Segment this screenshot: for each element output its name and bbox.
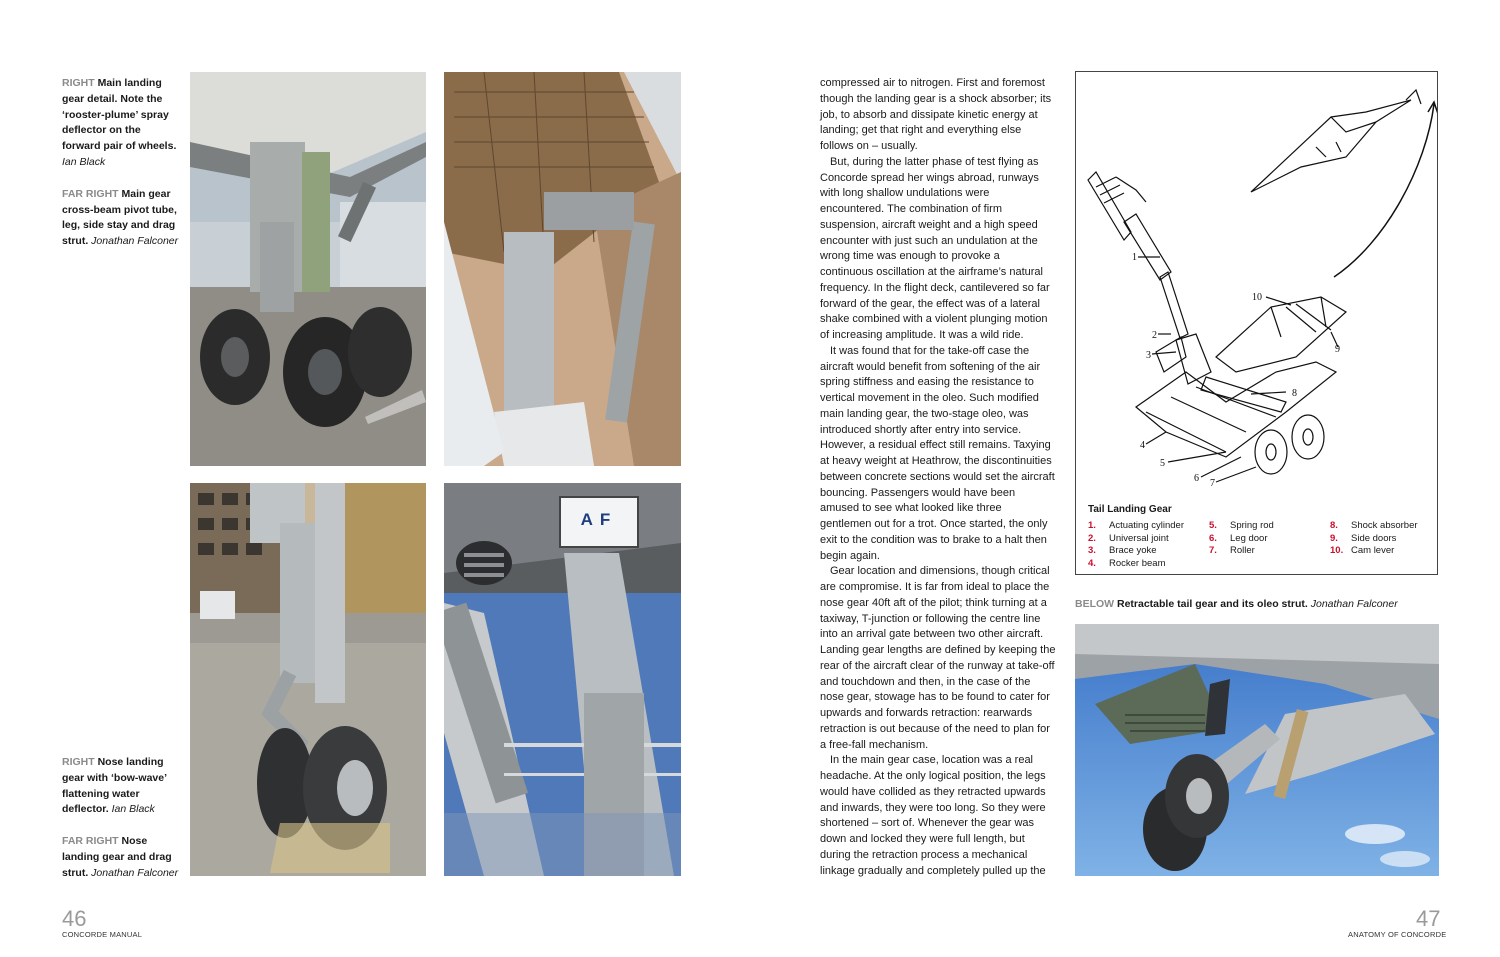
photo-credit: Jonathan Falconer: [91, 235, 179, 248]
paragraph: In the main gear case, location was a real headache. At the only logical position, the legs would have collided as they retracted upwards and inwards, they were too long. So they were shortened – sort of. Whenever the gear was down and locked they were full length, but during the retraction process a mechanical linkage gradually and completely pulled up the: [820, 754, 1046, 877]
paragraph: But, during the latter phase of test flying as Concorde spread her wings abroad, runways with long shallow undulations were encountered. The combination of firm suspension, aircraft weight and a high speed encounter with just such an undulation at the wrong time was enough to provoke a continuous oscillation at the airframe’s natural frequency. In the flight deck, cantilevered so far forward of the gear, the effect was of a lateral shake combined with a violent plunging motion of increasing amplitude. It was a wild ride.: [820, 155, 1050, 341]
photo-cross-beam-pivot: [444, 72, 681, 466]
legend-item: 3. Brace yoke: [1088, 545, 1157, 557]
callout-7: 7: [1210, 478, 1215, 489]
caption-nose-gear: [62, 755, 180, 818]
page-number-left: 46: [62, 906, 87, 931]
tail-landing-gear-diagram: [1075, 71, 1438, 575]
legend-column-3: [1330, 520, 1418, 558]
caption-text: Nose landing gear and drag strut.: [62, 835, 172, 879]
caption-keyword: BELOW: [1075, 598, 1115, 610]
caption-bottom: [62, 755, 180, 898]
legend-item: 4. Rocker beam: [1088, 557, 1166, 569]
legend-column-2: [1209, 520, 1274, 558]
tail-gear-line-drawing: [1076, 72, 1437, 497]
paragraph: compressed air to nitrogen. First and foremost though the landing gear is a shock absorber; its job, to absorb and dissipate kinetic energy at landing; get that right and everything else follows on – usually.: [820, 77, 1052, 152]
caption-cross-beam: [62, 187, 180, 250]
photo-credit: Jonathan Falconer: [91, 866, 179, 879]
photo-tail-gear: [1075, 624, 1439, 876]
photo-credit: Ian Black: [62, 155, 106, 168]
caption-text: Main landing gear detail. Note the ‘rooster-plume’ spray deflector on the forward pair of wheels.: [62, 77, 177, 153]
page-number-right: 47: [1416, 906, 1441, 931]
caption-below: [1075, 597, 1445, 613]
photo-credit: Ian Black: [111, 803, 155, 816]
callout-1: 1: [1132, 252, 1137, 263]
paragraph: Gear location and dimensions, though critical are compromise. It is far from ideal to place the nose gear 40ft aft of the pilot; think turning at a taxiway, T-junction or following the centre line into an arrival gate between two other aircraft. Landing gear lengths are defined by keeping the rear of the aircraft clear of the runway at take-off and touchdown and then, in the case of the nose gear, stowage has to be found to cater for upwards and forwards retraction: rearwards retraction is out because of the need to plan for a free-fall mechanism.: [820, 565, 1056, 751]
callout-5: 5: [1160, 458, 1165, 469]
caption-keyword: RIGHT: [62, 756, 95, 768]
paragraph: It was found that for the take-off case the aircraft would benefit from softening of the air spring stiffness and easing the resistance to vertical movement in the oleo. Such modified main landing gear, the two-stage oleo, was introduced shortly after entry into service. However, a residual effect still remains. Taxying at heavy weight at Heathrow, the discontinuities between concrete sections would set the aircraft bouncing. Passengers would have been amused to see what looked like three gentlemen out for a trot. Once started, the only exit to the condition was to brake to a halt then begin again.: [820, 344, 1055, 562]
photo-nose-drag-strut: [444, 483, 681, 876]
callout-8: 8: [1292, 388, 1297, 399]
running-head-left: CONCORDE MANUAL: [62, 930, 143, 939]
photo-credit: Jonathan Falconer: [1310, 598, 1398, 610]
diagram-title: Tail Landing Gear: [1088, 504, 1172, 515]
legend-column-1: [1088, 520, 1184, 570]
legend-item: 6. Leg door: [1209, 532, 1268, 544]
body-text: [820, 76, 1056, 879]
callout-6: 6: [1194, 473, 1199, 484]
caption-top: [62, 76, 180, 266]
photo-main-landing-gear: [190, 72, 426, 466]
caption-text: Retractable tail gear and its oleo strut.: [1117, 598, 1308, 610]
legend-item: 9. Side doors: [1330, 532, 1397, 544]
legend-item: 8. Shock absorber: [1330, 520, 1418, 531]
callout-3: 3: [1146, 350, 1151, 361]
caption-keyword: FAR RIGHT: [62, 835, 119, 848]
caption-nose-drag-strut: [62, 834, 180, 881]
legend-item: 2. Universal joint: [1088, 532, 1169, 544]
caption-main-gear-detail: [62, 76, 180, 171]
legend-item: 7. Roller: [1209, 545, 1255, 557]
caption-keyword: FAR RIGHT: [62, 187, 119, 200]
callout-2: 2: [1152, 330, 1157, 341]
callout-4: 4: [1140, 440, 1145, 451]
callout-9: 9: [1335, 344, 1340, 355]
caption-text: Nose landing gear with ‘bow-wave’ flattening water deflector.: [62, 756, 167, 816]
legend-item: 5. Spring rod: [1209, 520, 1274, 531]
callout-10: 10: [1252, 292, 1262, 303]
legend-item: 1. Actuating cylinder: [1088, 520, 1184, 531]
running-head-right: ANATOMY OF CONCORDE: [1348, 930, 1447, 939]
af-sign-text: AF: [580, 510, 618, 529]
legend-item: 10. Cam lever: [1330, 545, 1395, 557]
caption-keyword: RIGHT: [62, 77, 95, 89]
photo-nose-landing-gear: [190, 483, 426, 876]
caption-text: Main gear cross-beam pivot tube, leg, side stay and drag strut.: [62, 187, 177, 248]
